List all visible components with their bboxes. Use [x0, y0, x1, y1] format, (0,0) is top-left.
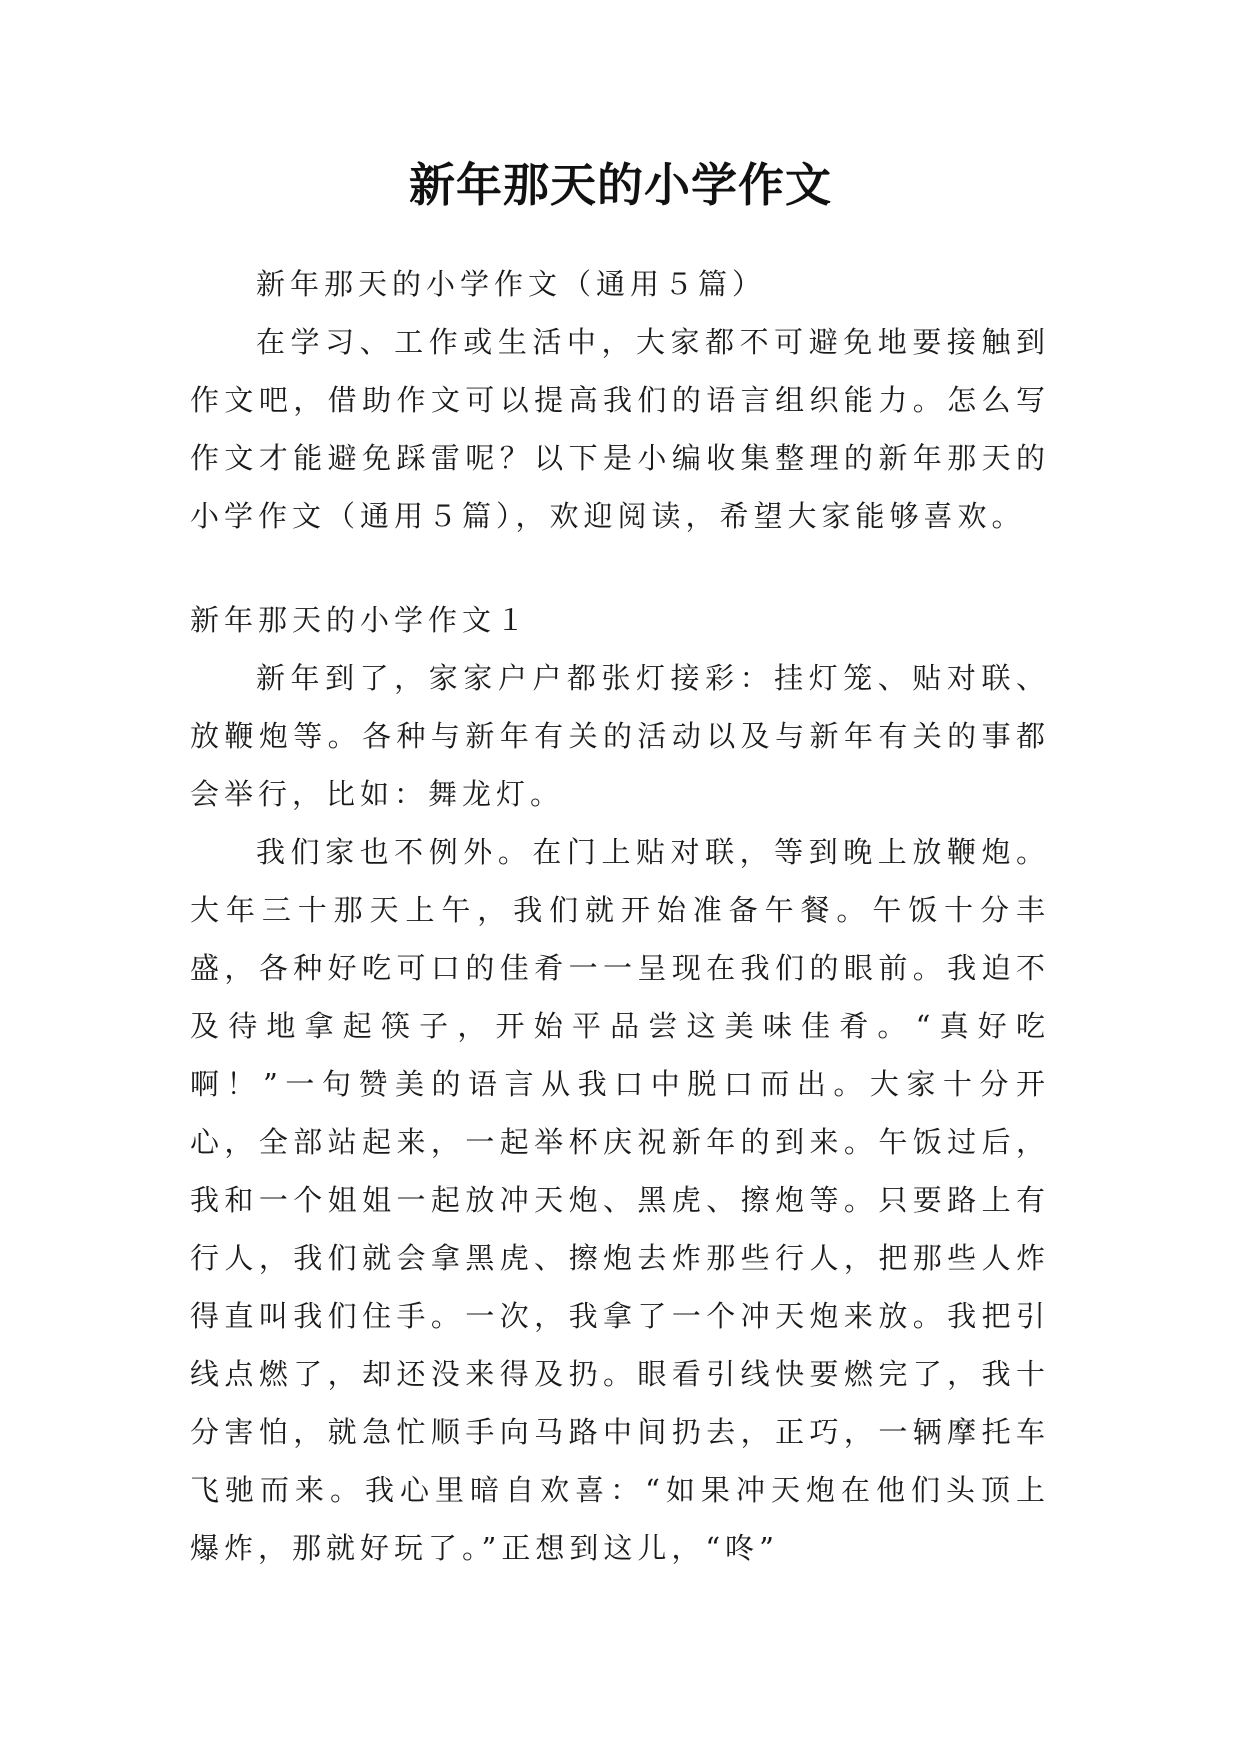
paragraph-subtitle: 新年那天的小学作文（通用５篇） — [256, 267, 767, 301]
section-heading: 新年那天的小学作文１ — [190, 603, 531, 637]
paragraph-intro: 在学习、工作或生活中，大家都不可避免地要接触到作文吧，借助作文可以提高我们的语言组织能力。怎么写作文才能避免踩雷呢？以下是小编收集整理的新年那天的小学作文（通用５篇），欢迎阅读，希望大家能够喜欢。 — [190, 325, 1050, 533]
section-gap — [190, 545, 1050, 591]
paragraph-body-1: 新年到了，家家户户都张灯接彩：挂灯笼、贴对联、放鞭炮等。各种与新年有关的活动以及与新年有关的事都会举行，比如：舞龙灯。 — [190, 661, 1050, 811]
paragraph-body-2: 我们家也不例外。在门上贴对联，等到晚上放鞭炮。大年三十那天上午，我们就开始准备午餐。午饭十分丰盛，各种好吃可口的佳肴一一呈现在我们的眼前。我迫不及待地拿起筷子，开始平品尝这美味佳肴。“真好吃啊！”一句赞美的语言从我口中脱口而出。大家十分开心，全部站起来，一起举杯庆祝新年的到来。午饭过后，我和一个姐姐一起放冲天炮、黑虎、擦炮等。只要路上有行人，我们就会拿黑虎、擦炮去炸那些行人，把那些人炸得直叫我们住手。一次，我拿了一个冲天炮来放。我把引线点燃了，却还没来得及扔。眼看引线快要燃完了，我十分害怕，就急忙顺手向马路中间扔去，正巧，一辆摩托车飞驰而来。我心里暗自欢喜：“如果冲天炮在他们头顶上爆炸，那就好玩了。”正想到这儿，“咚” — [190, 835, 1050, 1565]
document-title: 新年那天的小学作文 — [409, 158, 832, 212]
document-body — [190, 255, 1050, 1577]
